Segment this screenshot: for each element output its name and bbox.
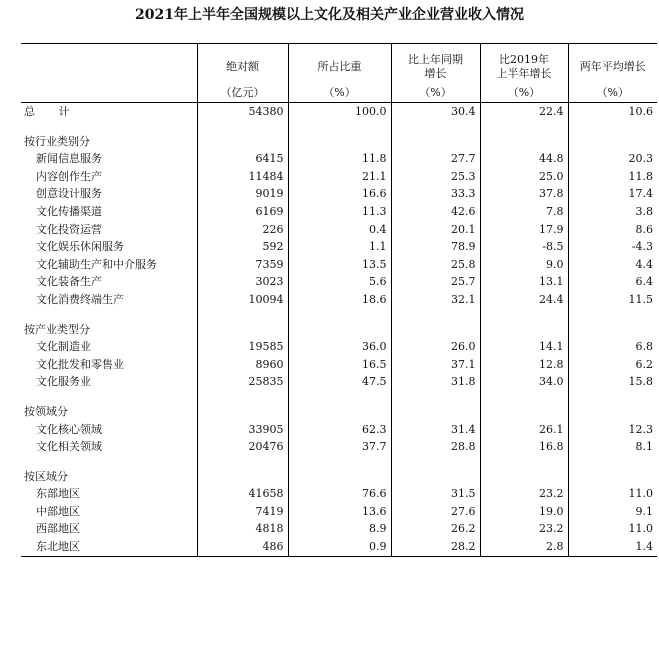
table-row bbox=[21, 203, 657, 221]
empty-cell bbox=[480, 468, 568, 486]
value-cell: 7359 bbox=[197, 256, 288, 274]
spacer-cell bbox=[568, 391, 657, 403]
value-cell: 11.0 bbox=[568, 520, 657, 538]
header-unit: （亿元） bbox=[197, 84, 288, 103]
value-cell: 42.6 bbox=[391, 203, 480, 221]
empty-cell bbox=[197, 468, 288, 486]
header-vs-2019: 比2019年 上半年增长 bbox=[480, 44, 568, 85]
spacer-cell bbox=[288, 391, 391, 403]
table-row bbox=[21, 373, 657, 391]
value-cell: 9.1 bbox=[568, 503, 657, 521]
table-row bbox=[21, 273, 657, 291]
value-cell: 4818 bbox=[197, 520, 288, 538]
value-cell: 62.3 bbox=[288, 421, 391, 439]
value-cell: 20476 bbox=[197, 438, 288, 456]
value-cell: 25.7 bbox=[391, 273, 480, 291]
value-cell: 17.4 bbox=[568, 185, 657, 203]
row-label: 总 计 bbox=[24, 105, 80, 118]
header-share: 所占比重 bbox=[288, 44, 391, 85]
spacer-cell bbox=[568, 309, 657, 321]
spacer-cell bbox=[197, 121, 288, 133]
value-cell: 16.8 bbox=[480, 438, 568, 456]
value-cell: 54380 bbox=[197, 103, 288, 121]
row-label: 中部地区 bbox=[36, 504, 80, 518]
value-cell: 13.1 bbox=[480, 273, 568, 291]
value-cell: 12.8 bbox=[480, 356, 568, 374]
spacer-cell bbox=[197, 456, 288, 468]
row-label: 文化娱乐休闲服务 bbox=[36, 240, 124, 254]
empty-cell bbox=[288, 321, 391, 339]
spacer-cell bbox=[21, 391, 197, 403]
spacer-cell bbox=[21, 456, 197, 468]
value-cell: 37.8 bbox=[480, 185, 568, 203]
value-cell: 31.4 bbox=[391, 421, 480, 439]
value-cell: 13.5 bbox=[288, 256, 391, 274]
section-header-row bbox=[21, 133, 657, 151]
row-label: 文化相关领域 bbox=[36, 440, 102, 454]
value-cell: 6415 bbox=[197, 150, 288, 168]
value-cell: 8960 bbox=[197, 356, 288, 374]
table-row bbox=[21, 503, 657, 521]
value-cell: 31.5 bbox=[391, 485, 480, 503]
section-header-row bbox=[21, 403, 657, 421]
empty-cell bbox=[480, 403, 568, 421]
empty-cell bbox=[568, 133, 657, 151]
value-cell: -8.5 bbox=[480, 238, 568, 256]
value-cell: 7.8 bbox=[480, 203, 568, 221]
spacer-cell bbox=[391, 121, 480, 133]
total-row bbox=[21, 103, 657, 121]
table-row bbox=[21, 421, 657, 439]
value-cell: 19585 bbox=[197, 338, 288, 356]
value-cell: 3023 bbox=[197, 273, 288, 291]
row-label: 创意设计服务 bbox=[36, 187, 102, 201]
header-blank bbox=[21, 44, 197, 85]
spacer-cell bbox=[568, 456, 657, 468]
value-cell: 17.9 bbox=[480, 221, 568, 239]
value-cell: 22.4 bbox=[480, 103, 568, 121]
row-label: 文化投资运营 bbox=[36, 222, 102, 236]
spacer-cell bbox=[288, 309, 391, 321]
value-cell: 33905 bbox=[197, 421, 288, 439]
value-cell: 76.6 bbox=[288, 485, 391, 503]
table-row bbox=[21, 485, 657, 503]
value-cell: 7419 bbox=[197, 503, 288, 521]
value-cell: 16.5 bbox=[288, 356, 391, 374]
table-row bbox=[21, 356, 657, 374]
value-cell: 28.2 bbox=[391, 538, 480, 556]
spacer-cell bbox=[391, 456, 480, 468]
value-cell: 1.1 bbox=[288, 238, 391, 256]
spacer-row bbox=[21, 309, 657, 321]
value-cell: -4.3 bbox=[568, 238, 657, 256]
spacer-cell bbox=[21, 309, 197, 321]
value-cell: 31.8 bbox=[391, 373, 480, 391]
value-cell: 12.3 bbox=[568, 421, 657, 439]
value-cell: 11.0 bbox=[568, 485, 657, 503]
value-cell: 14.1 bbox=[480, 338, 568, 356]
table-row bbox=[21, 256, 657, 274]
value-cell: 78.9 bbox=[391, 238, 480, 256]
empty-cell bbox=[288, 468, 391, 486]
table-header bbox=[21, 44, 657, 103]
empty-cell bbox=[568, 321, 657, 339]
value-cell: 18.6 bbox=[288, 291, 391, 309]
row-label: 文化装备生产 bbox=[36, 275, 102, 289]
table-row bbox=[21, 338, 657, 356]
value-cell: 6.4 bbox=[568, 273, 657, 291]
value-cell: 19.0 bbox=[480, 503, 568, 521]
value-cell: 25.8 bbox=[391, 256, 480, 274]
header-blank-2 bbox=[21, 84, 197, 103]
value-cell: 1.4 bbox=[568, 538, 657, 556]
table-row bbox=[21, 238, 657, 256]
row-label: 文化批发和零售业 bbox=[36, 357, 124, 371]
empty-cell bbox=[288, 403, 391, 421]
value-cell: 25.3 bbox=[391, 168, 480, 186]
value-cell: 486 bbox=[197, 538, 288, 556]
row-label: 东部地区 bbox=[36, 487, 80, 501]
table-row bbox=[21, 520, 657, 538]
table-body bbox=[21, 103, 657, 557]
revenue-table bbox=[21, 43, 657, 557]
value-cell: 226 bbox=[197, 221, 288, 239]
spacer-row bbox=[21, 456, 657, 468]
value-cell: 8.1 bbox=[568, 438, 657, 456]
header-unit: （%） bbox=[391, 84, 480, 103]
value-cell: 11484 bbox=[197, 168, 288, 186]
section-label: 按领域分 bbox=[24, 404, 68, 418]
spacer-cell bbox=[568, 121, 657, 133]
value-cell: 6.2 bbox=[568, 356, 657, 374]
value-cell: 30.4 bbox=[391, 103, 480, 121]
value-cell: 11.3 bbox=[288, 203, 391, 221]
header-two-year-avg: 两年平均增长 bbox=[568, 44, 657, 85]
value-cell: 8.6 bbox=[568, 221, 657, 239]
table-row bbox=[21, 291, 657, 309]
value-cell: 13.6 bbox=[288, 503, 391, 521]
row-label: 文化传播渠道 bbox=[36, 204, 102, 218]
value-cell: 20.3 bbox=[568, 150, 657, 168]
value-cell: 32.1 bbox=[391, 291, 480, 309]
empty-cell bbox=[480, 321, 568, 339]
empty-cell bbox=[391, 321, 480, 339]
empty-cell bbox=[288, 133, 391, 151]
value-cell: 26.1 bbox=[480, 421, 568, 439]
empty-cell bbox=[391, 468, 480, 486]
value-cell: 41658 bbox=[197, 485, 288, 503]
row-label: 新闻信息服务 bbox=[36, 152, 102, 166]
value-cell: 5.6 bbox=[288, 273, 391, 291]
spacer-cell bbox=[197, 391, 288, 403]
table-row bbox=[21, 150, 657, 168]
section-label: 按产业类型分 bbox=[24, 322, 90, 336]
spacer-cell bbox=[288, 456, 391, 468]
empty-cell bbox=[568, 468, 657, 486]
value-cell: 592 bbox=[197, 238, 288, 256]
row-label: 文化制造业 bbox=[36, 340, 91, 354]
value-cell: 20.1 bbox=[391, 221, 480, 239]
spacer-cell bbox=[480, 456, 568, 468]
header-absolute: 绝对额 bbox=[197, 44, 288, 85]
value-cell: 23.2 bbox=[480, 485, 568, 503]
value-cell: 9.0 bbox=[480, 256, 568, 274]
value-cell: 27.6 bbox=[391, 503, 480, 521]
value-cell: 11.8 bbox=[568, 168, 657, 186]
empty-cell bbox=[197, 403, 288, 421]
value-cell: 4.4 bbox=[568, 256, 657, 274]
spacer-cell bbox=[197, 309, 288, 321]
spacer-cell bbox=[21, 121, 197, 133]
spacer-row bbox=[21, 121, 657, 133]
value-cell: 16.6 bbox=[288, 185, 391, 203]
value-cell: 27.7 bbox=[391, 150, 480, 168]
value-cell: 23.2 bbox=[480, 520, 568, 538]
value-cell: 8.9 bbox=[288, 520, 391, 538]
header-unit: （%） bbox=[568, 84, 657, 103]
row-label: 文化消费终端生产 bbox=[36, 292, 124, 306]
spacer-row bbox=[21, 391, 657, 403]
value-cell: 24.4 bbox=[480, 291, 568, 309]
value-cell: 37.7 bbox=[288, 438, 391, 456]
row-label: 文化辅助生产和中介服务 bbox=[36, 257, 157, 271]
section-header-row bbox=[21, 321, 657, 339]
table-row bbox=[21, 185, 657, 203]
spacer-cell bbox=[480, 309, 568, 321]
value-cell: 3.8 bbox=[568, 203, 657, 221]
row-label: 西部地区 bbox=[36, 522, 80, 536]
table-row bbox=[21, 438, 657, 456]
value-cell: 10094 bbox=[197, 291, 288, 309]
value-cell: 44.8 bbox=[480, 150, 568, 168]
section-header-row bbox=[21, 468, 657, 486]
value-cell: 21.1 bbox=[288, 168, 391, 186]
value-cell: 0.4 bbox=[288, 221, 391, 239]
value-cell: 100.0 bbox=[288, 103, 391, 121]
value-cell: 34.0 bbox=[480, 373, 568, 391]
value-cell: 26.2 bbox=[391, 520, 480, 538]
value-cell: 28.8 bbox=[391, 438, 480, 456]
row-label: 内容创作生产 bbox=[36, 169, 102, 183]
row-label: 文化核心领域 bbox=[36, 422, 102, 436]
value-cell: 25.0 bbox=[480, 168, 568, 186]
value-cell: 26.0 bbox=[391, 338, 480, 356]
value-cell: 10.6 bbox=[568, 103, 657, 121]
empty-cell bbox=[197, 133, 288, 151]
empty-cell bbox=[391, 403, 480, 421]
header-yoy: 比上年同期 增长 bbox=[391, 44, 480, 85]
value-cell: 25835 bbox=[197, 373, 288, 391]
section-label: 按行业类别分 bbox=[24, 134, 90, 148]
page-title: 2021年上半年全国规模以上文化及相关产业企业营业收入情况 bbox=[135, 7, 524, 23]
spacer-cell bbox=[391, 391, 480, 403]
value-cell: 11.5 bbox=[568, 291, 657, 309]
section-label: 按区域分 bbox=[24, 469, 68, 483]
row-label: 文化服务业 bbox=[36, 375, 91, 389]
value-cell: 6169 bbox=[197, 203, 288, 221]
value-cell: 36.0 bbox=[288, 338, 391, 356]
table-row bbox=[21, 538, 657, 556]
value-cell: 0.9 bbox=[288, 538, 391, 556]
empty-cell bbox=[568, 403, 657, 421]
header-unit: （%） bbox=[480, 84, 568, 103]
value-cell: 6.8 bbox=[568, 338, 657, 356]
table-row bbox=[21, 168, 657, 186]
row-label: 东北地区 bbox=[21, 538, 197, 556]
empty-cell bbox=[197, 321, 288, 339]
table-row bbox=[21, 221, 657, 239]
value-cell: 9019 bbox=[197, 185, 288, 203]
value-cell: 2.8 bbox=[480, 538, 568, 556]
header-unit: （%） bbox=[288, 84, 391, 103]
empty-cell bbox=[391, 133, 480, 151]
value-cell: 33.3 bbox=[391, 185, 480, 203]
spacer-cell bbox=[391, 309, 480, 321]
value-cell: 37.1 bbox=[391, 356, 480, 374]
spacer-cell bbox=[288, 121, 391, 133]
empty-cell bbox=[480, 133, 568, 151]
value-cell: 11.8 bbox=[288, 150, 391, 168]
spacer-cell bbox=[480, 121, 568, 133]
value-cell: 47.5 bbox=[288, 373, 391, 391]
spacer-cell bbox=[480, 391, 568, 403]
value-cell: 15.8 bbox=[568, 373, 657, 391]
